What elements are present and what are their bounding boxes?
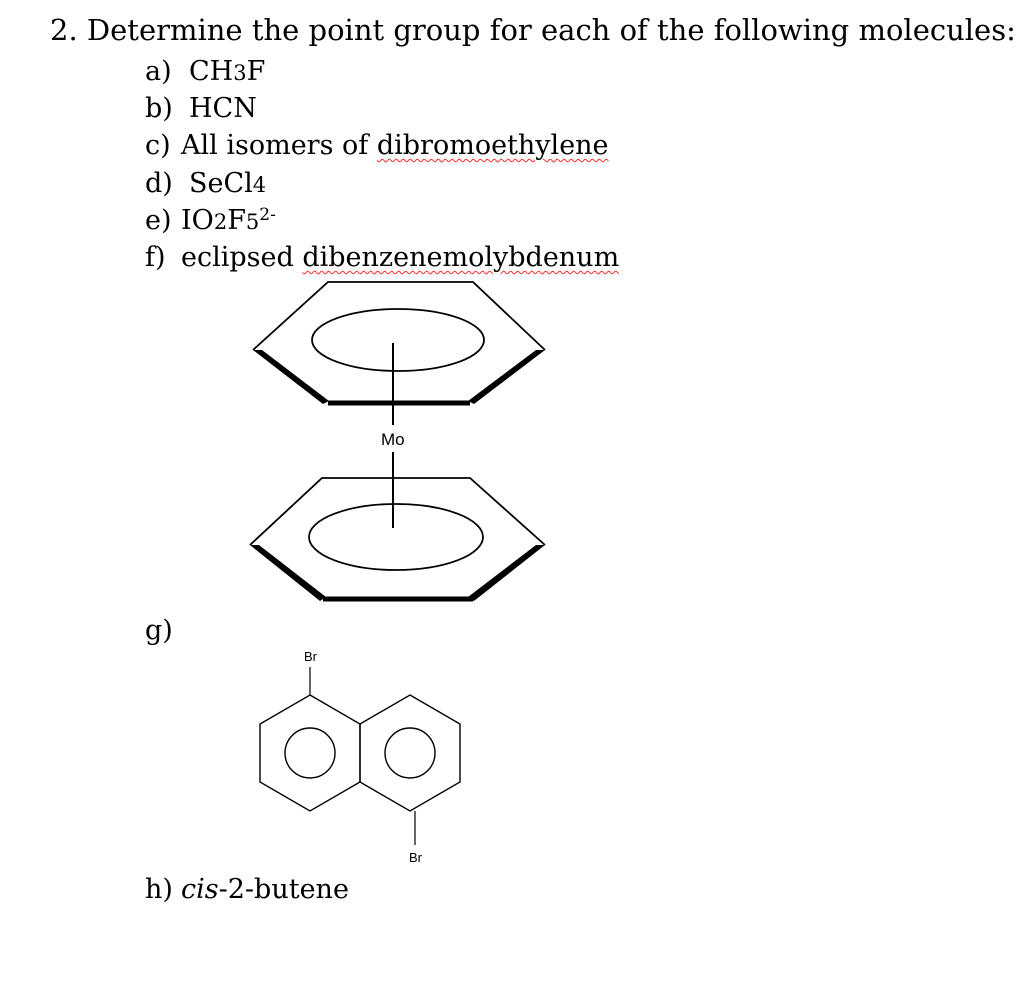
item-e-formula: $IO2F5^{2-}$ [181, 205, 276, 236]
question-number: 2. [50, 13, 78, 47]
metal-label: Mo [381, 430, 405, 449]
item-f-text: eclipsed [181, 242, 303, 273]
item-h-italic-prefix: cis [181, 874, 219, 905]
item-c-text: All isomers of [181, 130, 377, 161]
item-g-label: g) [145, 615, 173, 646]
item-h-text: -2-butene [218, 874, 349, 905]
item-a-formula: CH3F [189, 56, 266, 87]
item-h [145, 876, 349, 903]
question-text: Determine the point group for each of the following molecules: [86, 13, 1016, 47]
left-ring [260, 695, 360, 811]
item-a-label: a) [145, 56, 172, 87]
item-h-label: h) [145, 874, 173, 905]
item-f-flagged-word: dibenzenemolybdenum [302, 242, 620, 273]
item-b-text: HCN [189, 93, 257, 124]
item-d-label: d) [145, 168, 173, 199]
bromine-top-label: Br [304, 649, 317, 664]
item-f-label: f) [145, 242, 166, 273]
item-c-flagged-word: dibromoethylene [376, 130, 609, 161]
item-b-label: b) [145, 93, 173, 124]
item-e-label: e) [145, 205, 172, 236]
item-d-formula: SeCl4 [189, 168, 267, 199]
right-ring [360, 695, 460, 811]
item-c-label: c) [145, 130, 171, 161]
bromine-bottom-label: Br [409, 850, 422, 865]
